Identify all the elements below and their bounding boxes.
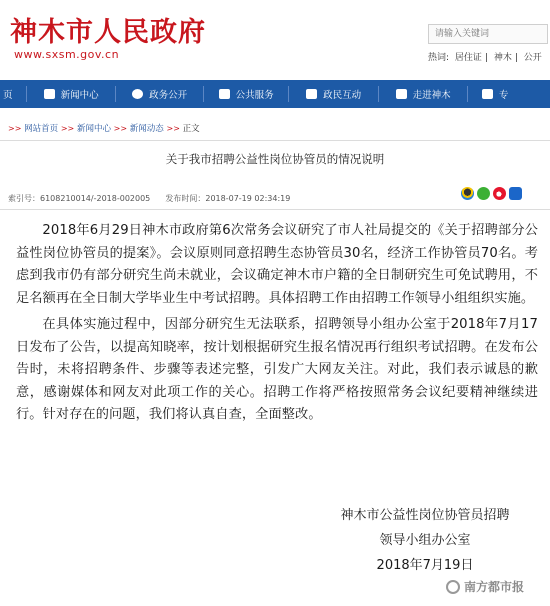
breadcrumb-news-center-link[interactable]: 新闻中心: [76, 124, 111, 134]
divider: [0, 209, 550, 210]
site-url: www.sxsm.gov.cn: [14, 48, 120, 61]
divider: [0, 140, 550, 141]
nav-item-label: 政民互动: [323, 90, 362, 101]
breadcrumb-separator: >>: [60, 124, 75, 133]
map-icon: [396, 89, 407, 99]
nav-item-public-service[interactable]: [204, 80, 288, 108]
index-value: 6108210014/-2018-002005: [40, 194, 151, 203]
nav-item-news[interactable]: [27, 80, 115, 108]
breadcrumb-separator: >>: [113, 124, 128, 133]
chat-icon: [132, 89, 143, 99]
signature-org: 神木市公益性岗位协管员招聘: [340, 508, 510, 523]
nav-item-label: 走进神木: [412, 90, 451, 101]
signature-office: 领导小组办公室: [379, 533, 471, 548]
weibo-icon[interactable]: [493, 187, 506, 200]
renren-icon[interactable]: [509, 187, 522, 200]
wechat-icon[interactable]: [477, 187, 490, 200]
breadcrumb-current: 正文: [182, 124, 200, 134]
hot-words-label: 热词:: [428, 53, 450, 63]
people-icon: [306, 89, 317, 99]
nav-item-label: 公共服务: [235, 90, 274, 101]
nav-item-gov-affairs[interactable]: [116, 80, 204, 108]
article-paragraph: 在具体实施过程中，因部分研究生无法联系，招聘领导小组办公室于2018年7月17日发布了公告，以提高知晓率，按计划根据研究生报名情况再行组织考试招聘。在发布公告时，未将招聘条件、步骤等表述完整，引发广大网友关注。对此，我们表示诚恳的歉意，感谢媒体和网友对此项工作的关心。招聘工作将严格按照常务会议纪要精神继续进行。针对存在的问题，我们将认真自查，全面整改。: [16, 317, 538, 422]
watermark-text: 南方都市报: [463, 580, 524, 594]
nav-item-label: 新闻中心: [60, 90, 99, 101]
breadcrumb-news-link[interactable]: 新闻动态: [129, 124, 164, 134]
main-nav: [0, 80, 550, 108]
share-bar: [461, 187, 522, 200]
nav-item-label: 政务公开: [149, 90, 188, 101]
breadcrumb-home-link[interactable]: 网站首页: [24, 124, 59, 134]
date-value: 2018-07-19 02:34:19: [205, 194, 291, 203]
book-icon: [44, 89, 55, 99]
hot-word-link[interactable]: 神木: [493, 53, 512, 63]
doc-icon: [482, 89, 493, 99]
nav-item-label: 专: [498, 90, 509, 101]
qq-icon[interactable]: [461, 187, 474, 200]
site-name[interactable]: 神木市人民政府: [10, 17, 206, 48]
article-paragraph: 2018年6月29日神木市政府第6次常务会议研究了市人社局提交的《关于招聘部分公益性岗位协管员的提案》。会议原则同意招聘生态协管员30名，经济工作协管员70名。考虑到我市仍有部分研究生尚未就业，会议确定神木市户籍的全日制研究生可免试聘用，不足名额再在全日制大学毕业生中考试招聘。具体招聘工作由招聘工作领导小组组织实施。: [16, 223, 538, 306]
article-meta: [8, 193, 290, 204]
nav-item-interaction[interactable]: [289, 80, 378, 108]
nav-item-special[interactable]: [468, 80, 550, 108]
hot-words: [428, 50, 545, 63]
hot-word-separator: |: [484, 53, 488, 63]
search-input[interactable]: [428, 24, 548, 44]
breadcrumb-separator: >>: [166, 124, 180, 133]
site-header: [0, 0, 550, 80]
watermark: [446, 578, 524, 595]
nav-item-label: 页: [3, 90, 13, 101]
wechat-watermark-icon: [446, 580, 460, 594]
hot-word-link[interactable]: 居住证: [454, 53, 482, 63]
breadcrumb: [8, 122, 200, 134]
nav-item-about[interactable]: [379, 80, 467, 108]
article-title: 关于我市招聘公益性岗位协管员的情况说明: [165, 152, 385, 166]
article-signature: [320, 503, 530, 578]
nav-item-home[interactable]: [0, 80, 26, 108]
hot-word-separator: |: [514, 53, 518, 63]
index-label: 索引号：: [8, 194, 40, 203]
group-icon: [219, 89, 230, 99]
date-label: 发布时间：: [165, 194, 206, 203]
article-body: [16, 220, 538, 431]
hot-word-link[interactable]: 公开: [523, 53, 542, 63]
breadcrumb-separator: >>: [8, 124, 22, 133]
signature-date: 2018年7月19日: [376, 558, 474, 573]
